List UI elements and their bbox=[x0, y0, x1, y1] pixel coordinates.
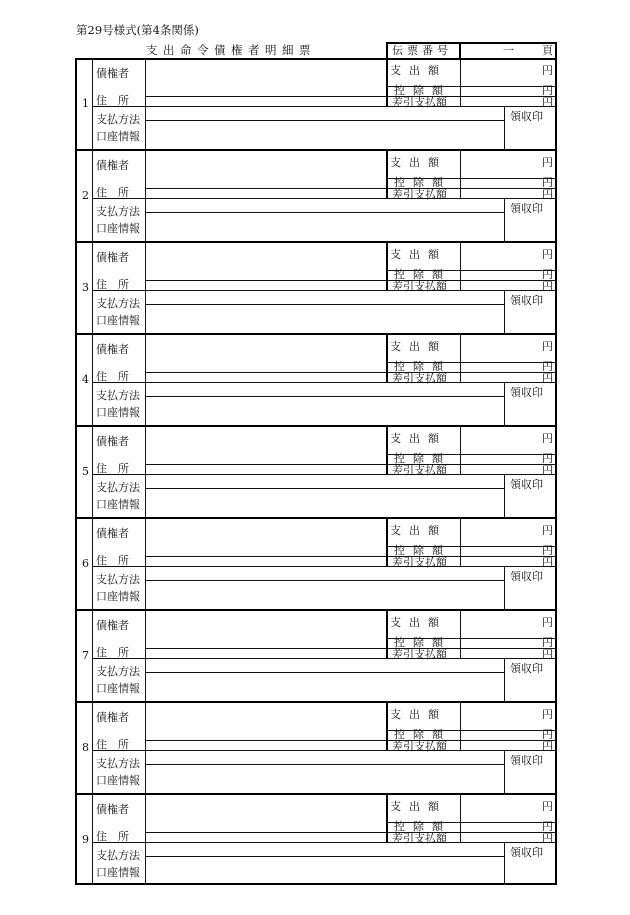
yen-unit: 円 bbox=[542, 556, 553, 569]
payment-method-field[interactable] bbox=[146, 383, 504, 396]
payment-method-label: 支払方法 bbox=[96, 757, 140, 770]
seal-label: 領収印 bbox=[510, 662, 543, 675]
net-payment-label: 差引支払額 bbox=[392, 96, 447, 109]
net-payment-amount-field[interactable] bbox=[461, 97, 556, 106]
payment-method-field[interactable] bbox=[146, 475, 504, 488]
expenditure-amount-field[interactable] bbox=[461, 519, 556, 546]
account-info-label: 口座情報 bbox=[96, 774, 140, 787]
seal-field[interactable] bbox=[505, 581, 556, 609]
deduction-label: 控除額 bbox=[394, 820, 451, 833]
address-field[interactable] bbox=[146, 741, 386, 750]
address-label: 住 所 bbox=[96, 94, 129, 107]
account-info-label: 口座情報 bbox=[96, 406, 140, 419]
payment-method-field[interactable] bbox=[146, 199, 504, 212]
payment-method-label: 支払方法 bbox=[96, 573, 140, 586]
creditor-label: 債権者 bbox=[96, 619, 129, 632]
account-info-label: 口座情報 bbox=[96, 590, 140, 603]
yen-unit: 円 bbox=[542, 176, 553, 189]
seal-label: 領収印 bbox=[510, 386, 543, 399]
deduction-amount-field[interactable] bbox=[461, 179, 556, 188]
expenditure-label: 支出額 bbox=[390, 524, 447, 537]
creditor-entry-block bbox=[75, 519, 556, 611]
creditor-entry-block bbox=[75, 243, 556, 335]
expenditure-label: 支出額 bbox=[390, 800, 447, 813]
account-info-field[interactable] bbox=[146, 673, 504, 701]
yen-unit: 円 bbox=[542, 280, 553, 293]
seal-label: 領収印 bbox=[510, 570, 543, 583]
net-payment-label: 差引支払額 bbox=[392, 556, 447, 569]
creditor-label: 債権者 bbox=[96, 159, 129, 172]
expenditure-amount-field[interactable] bbox=[461, 611, 556, 638]
net-payment-label: 差引支払額 bbox=[392, 372, 447, 385]
seal-field[interactable] bbox=[505, 673, 556, 701]
yen-unit: 円 bbox=[542, 708, 553, 721]
address-label: 住 所 bbox=[96, 370, 129, 383]
net-payment-amount-field[interactable] bbox=[461, 189, 556, 198]
address-field[interactable] bbox=[146, 833, 386, 842]
account-info-label: 口座情報 bbox=[96, 682, 140, 695]
address-label: 住 所 bbox=[96, 646, 129, 659]
payment-method-field[interactable] bbox=[146, 107, 504, 120]
creditor-name-field[interactable] bbox=[146, 335, 386, 372]
creditor-name-field[interactable] bbox=[146, 795, 386, 832]
yen-unit: 円 bbox=[542, 636, 553, 649]
net-payment-label: 差引支払額 bbox=[392, 832, 447, 845]
expenditure-amount-field[interactable] bbox=[461, 151, 556, 178]
address-field[interactable] bbox=[146, 189, 386, 198]
deduction-amount-field[interactable] bbox=[461, 731, 556, 740]
form-title: 支出命令債権者明細票 bbox=[146, 43, 316, 57]
payment-method-label: 支払方法 bbox=[96, 113, 140, 126]
creditor-entry-block bbox=[75, 611, 556, 703]
entry-number: 6 bbox=[82, 557, 89, 570]
address-field[interactable] bbox=[146, 557, 386, 566]
net-payment-amount-field[interactable] bbox=[461, 649, 556, 658]
seal-field[interactable] bbox=[505, 765, 556, 793]
account-info-field[interactable] bbox=[146, 305, 504, 333]
creditor-entry-block bbox=[75, 427, 556, 519]
yen-unit: 円 bbox=[542, 544, 553, 557]
net-payment-label: 差引支払額 bbox=[392, 648, 447, 661]
address-field[interactable] bbox=[146, 373, 386, 382]
account-info-field[interactable] bbox=[146, 213, 504, 241]
deduction-amount-field[interactable] bbox=[461, 455, 556, 464]
yen-unit: 円 bbox=[542, 360, 553, 373]
net-payment-label: 差引支払額 bbox=[392, 464, 447, 477]
deduction-label: 控除額 bbox=[394, 360, 451, 373]
payment-method-field[interactable] bbox=[146, 567, 504, 580]
seal-label: 領収印 bbox=[510, 478, 543, 491]
net-payment-label: 差引支払額 bbox=[392, 188, 447, 201]
creditor-label: 債権者 bbox=[96, 343, 129, 356]
expenditure-amount-field[interactable] bbox=[461, 243, 556, 270]
net-payment-amount-field[interactable] bbox=[461, 373, 556, 382]
payment-method-label: 支払方法 bbox=[96, 389, 140, 402]
creditor-name-field[interactable] bbox=[146, 427, 386, 464]
creditor-entry-block bbox=[75, 335, 556, 427]
deduction-amount-field[interactable] bbox=[461, 271, 556, 280]
net-payment-label: 差引支払額 bbox=[392, 280, 447, 293]
yen-unit: 円 bbox=[542, 372, 553, 385]
expenditure-amount-field[interactable] bbox=[461, 335, 556, 362]
creditor-name-field[interactable] bbox=[146, 151, 386, 188]
seal-label: 領収印 bbox=[510, 846, 543, 859]
yen-unit: 円 bbox=[542, 432, 553, 445]
expenditure-label: 支出額 bbox=[390, 708, 447, 721]
yen-unit: 円 bbox=[542, 340, 553, 353]
entry-number: 9 bbox=[82, 833, 89, 846]
creditor-label: 債権者 bbox=[96, 803, 129, 816]
yen-unit: 円 bbox=[542, 728, 553, 741]
yen-unit: 円 bbox=[542, 524, 553, 537]
yen-unit: 円 bbox=[542, 452, 553, 465]
address-label: 住 所 bbox=[96, 554, 129, 567]
creditor-name-field[interactable] bbox=[146, 243, 386, 280]
yen-unit: 円 bbox=[542, 268, 553, 281]
account-info-field[interactable] bbox=[146, 397, 504, 425]
expenditure-label: 支出額 bbox=[390, 156, 447, 169]
account-info-label: 口座情報 bbox=[96, 130, 140, 143]
net-payment-amount-field[interactable] bbox=[461, 833, 556, 842]
creditor-name-field[interactable] bbox=[146, 611, 386, 648]
creditor-label: 債権者 bbox=[96, 711, 129, 724]
creditor-entry-block bbox=[75, 151, 556, 243]
deduction-amount-field[interactable] bbox=[461, 363, 556, 372]
entry-number: 8 bbox=[82, 741, 89, 754]
address-field[interactable] bbox=[146, 649, 386, 658]
yen-unit: 円 bbox=[542, 616, 553, 629]
deduction-label: 控除額 bbox=[394, 268, 451, 281]
creditor-label: 債権者 bbox=[96, 435, 129, 448]
payment-method-field[interactable] bbox=[146, 659, 504, 672]
deduction-amount-field[interactable] bbox=[461, 639, 556, 648]
entry-number: 5 bbox=[82, 465, 89, 478]
expenditure-label: 支出額 bbox=[390, 64, 447, 77]
expenditure-label: 支出額 bbox=[390, 248, 447, 261]
deduction-label: 控除額 bbox=[394, 176, 451, 189]
payment-method-label: 支払方法 bbox=[96, 205, 140, 218]
seal-field[interactable] bbox=[505, 305, 556, 333]
net-payment-amount-field[interactable] bbox=[461, 741, 556, 750]
payment-method-label: 支払方法 bbox=[96, 849, 140, 862]
address-field[interactable] bbox=[146, 97, 386, 106]
deduction-amount-field[interactable] bbox=[461, 87, 556, 96]
address-label: 住 所 bbox=[96, 462, 129, 475]
payment-method-label: 支払方法 bbox=[96, 665, 140, 678]
account-info-field[interactable] bbox=[146, 581, 504, 609]
deduction-label: 控除額 bbox=[394, 636, 451, 649]
address-label: 住 所 bbox=[96, 738, 129, 751]
slip-number-label: 伝票番号 bbox=[392, 44, 452, 57]
deduction-amount-field[interactable] bbox=[461, 547, 556, 556]
creditor-name-field[interactable] bbox=[146, 519, 386, 556]
deduction-label: 控除額 bbox=[394, 84, 451, 97]
deduction-label: 控除額 bbox=[394, 544, 451, 557]
yen-unit: 円 bbox=[542, 464, 553, 477]
address-field[interactable] bbox=[146, 465, 386, 474]
payment-method-field[interactable] bbox=[146, 843, 504, 856]
entry-number: 2 bbox=[82, 189, 89, 202]
account-info-field[interactable] bbox=[146, 857, 504, 885]
yen-unit: 円 bbox=[542, 84, 553, 97]
entry-number: 1 bbox=[82, 97, 89, 110]
creditor-label: 債権者 bbox=[96, 527, 129, 540]
seal-field[interactable] bbox=[505, 857, 556, 885]
account-info-label: 口座情報 bbox=[96, 222, 140, 235]
seal-field[interactable] bbox=[505, 213, 556, 241]
yen-unit: 円 bbox=[542, 832, 553, 845]
yen-unit: 円 bbox=[542, 96, 553, 109]
net-payment-label: 差引支払額 bbox=[392, 740, 447, 753]
address-label: 住 所 bbox=[96, 830, 129, 843]
payment-method-field[interactable] bbox=[146, 291, 504, 304]
yen-unit: 円 bbox=[542, 740, 553, 753]
yen-unit: 円 bbox=[542, 648, 553, 661]
slip-number-dash: 一 bbox=[503, 44, 514, 57]
account-info-label: 口座情報 bbox=[96, 314, 140, 327]
creditor-entry-block bbox=[75, 795, 556, 887]
net-payment-amount-field[interactable] bbox=[461, 465, 556, 474]
creditor-name-field[interactable] bbox=[146, 703, 386, 740]
account-info-field[interactable] bbox=[146, 489, 504, 517]
slip-page-unit: 頁 bbox=[542, 44, 553, 57]
deduction-label: 控除額 bbox=[394, 452, 451, 465]
creditor-entry-block bbox=[75, 59, 556, 151]
entry-number: 3 bbox=[82, 281, 89, 294]
net-payment-amount-field[interactable] bbox=[461, 557, 556, 566]
creditor-label: 債権者 bbox=[96, 251, 129, 264]
yen-unit: 円 bbox=[542, 188, 553, 201]
seal-label: 領収印 bbox=[510, 202, 543, 215]
expenditure-label: 支出額 bbox=[390, 340, 447, 353]
seal-label: 領収印 bbox=[510, 294, 543, 307]
account-info-label: 口座情報 bbox=[96, 498, 140, 511]
seal-label: 領収印 bbox=[510, 110, 543, 123]
creditor-entry-block bbox=[75, 703, 556, 795]
entry-number: 4 bbox=[82, 373, 89, 386]
expenditure-amount-field[interactable] bbox=[461, 795, 556, 822]
seal-field[interactable] bbox=[505, 397, 556, 425]
seal-field[interactable] bbox=[505, 489, 556, 517]
creditor-label: 債権者 bbox=[96, 67, 129, 80]
expenditure-amount-field[interactable] bbox=[461, 59, 556, 86]
address-field[interactable] bbox=[146, 281, 386, 290]
seal-label: 領収印 bbox=[510, 754, 543, 767]
form-number: 第29号様式(第4条関係) bbox=[76, 23, 199, 37]
account-info-field[interactable] bbox=[146, 765, 504, 793]
net-payment-amount-field[interactable] bbox=[461, 281, 556, 290]
expenditure-amount-field[interactable] bbox=[461, 703, 556, 730]
seal-field[interactable] bbox=[505, 121, 556, 149]
yen-unit: 円 bbox=[542, 248, 553, 261]
payment-method-label: 支払方法 bbox=[96, 297, 140, 310]
deduction-label: 控除額 bbox=[394, 728, 451, 741]
address-label: 住 所 bbox=[96, 278, 129, 291]
yen-unit: 円 bbox=[542, 156, 553, 169]
account-info-label: 口座情報 bbox=[96, 866, 140, 879]
expenditure-amount-field[interactable] bbox=[461, 427, 556, 454]
address-label: 住 所 bbox=[96, 186, 129, 199]
yen-unit: 円 bbox=[542, 64, 553, 77]
entry-number: 7 bbox=[82, 649, 89, 662]
payment-method-field[interactable] bbox=[146, 751, 504, 764]
expenditure-label: 支出額 bbox=[390, 616, 447, 629]
creditor-name-field[interactable] bbox=[146, 59, 386, 96]
account-info-field[interactable] bbox=[146, 121, 504, 149]
expenditure-label: 支出額 bbox=[390, 432, 447, 445]
payment-method-label: 支払方法 bbox=[96, 481, 140, 494]
yen-unit: 円 bbox=[542, 820, 553, 833]
yen-unit: 円 bbox=[542, 800, 553, 813]
deduction-amount-field[interactable] bbox=[461, 823, 556, 832]
